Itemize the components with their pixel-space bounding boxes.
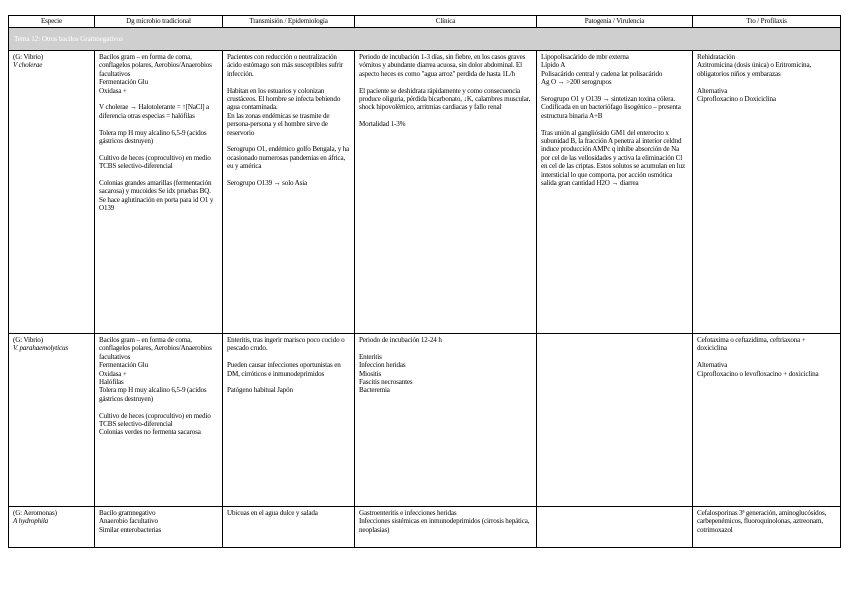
- clinical-paragraph: Gastroenteritis e infecciones heridas Infecciones sistémicas en inmunodeprimidos (cirrosis hepática, neoplasias): [359, 509, 530, 534]
- transmission-cell: [223, 51, 355, 334]
- pathogenesis-paragraph: Tras unión al gangliósido GM1 del enterocito x subunidad B, la fracción A penetra al interior celdnd induce producción AMPc q inhibe absorción de Na por cel de las vellosidades y activa la eliminación Cl en cel de las criptas. Estos solutos se acumulan en luz intersticial lo que comporta, por acción osmótica salida gran cantidad H2O → diarrea: [541, 128, 686, 188]
- clinical-paragraph: El paciente se deshidrata rápidamente y como consecuencia produce oliguria, pérdida bicarbonato, ↓K, calambres muscular, shock hipovolémico, arritmias cardiacas y fallo renal: [359, 86, 531, 112]
- treatment-cell: [693, 334, 841, 507]
- pathogenesis-cell: [537, 334, 693, 507]
- diagnosis-paragraph: Bacilo gramnegativo Anaerobio facultativo Similar enterobacterias: [99, 509, 162, 534]
- species-cell: [9, 51, 95, 334]
- header-tratamiento: Tto / Profilaxis: [693, 16, 841, 28]
- header-row: [9, 16, 841, 28]
- transmission-paragraph: Ubicuas en el agua dulce y salada: [227, 509, 318, 517]
- transmission-paragraph: Patógeno habitual Japón: [227, 386, 293, 395]
- section-title: Tema 12: Otros bacilos Gramnegativos: [9, 28, 841, 51]
- clinical-cell: [355, 507, 537, 548]
- clinical-cell: [355, 51, 537, 334]
- treatment-paragraph: Cefalosporinas 3ª generación, aminoglucósidos, carbepenémicos, fluoroquinolonas, aztreonam, cotrimoxazol: [697, 509, 827, 534]
- treatment-paragraph: Rehidratación Azitromicina (dosis única) o Eritromicina, obligatorios niños y embarazas: [697, 53, 812, 78]
- transmission-paragraph: Serogrupo O1, endémico golfo Bengala, y ha ocasionado numerosas pandemias en áfrica, eu y américa: [227, 145, 350, 171]
- diagnosis-cell: [95, 507, 223, 548]
- header-transmision: Transmisión / Epidemiología: [223, 16, 355, 28]
- transmission-paragraph: Pacientes con reducción o neutralización ácido estómago son más susceptibles sufrir infección.: [227, 53, 344, 78]
- transmission-paragraph: Pueden causar infecciones oportunistas en DM, cirróticos e inmunodeprimidos: [227, 361, 341, 378]
- diagnosis-paragraph: Colonias grandes amarillas (fermentación sacarosa) y mucoides Se idx pruebas BQ. Se hace aglutinación en porta para id O1 y O139: [99, 179, 214, 213]
- header-patogenia: Patogenia / Virulencia: [537, 16, 693, 28]
- transmission-cell: [223, 507, 355, 548]
- clinical-cell: [355, 334, 537, 507]
- header-clinica: Clínica: [355, 16, 537, 28]
- table-row: [9, 334, 841, 507]
- header-diagnostico: Dg microbio tradicional: [95, 16, 223, 28]
- diagnosis-paragraph: V cholerae → Halotolerante = ↑[NaCl] a diferencia otras especias = halófilas: [99, 103, 210, 120]
- treatment-cell: [693, 51, 841, 334]
- treatment-paragraph: Alternativa Ciprofloxacino o levofloxacino + doxiciclina: [697, 361, 819, 378]
- notes-table: [8, 15, 841, 548]
- header-especie: Especie: [9, 16, 95, 28]
- genus-label: (G: Vibrio): [13, 336, 43, 344]
- species-cell: [9, 507, 95, 548]
- pathogenesis-paragraph: Serogrupo O1 y O139 → sintetizan toxina cólera. Codificada en un bacteriófago lisogénico – presenta estructura binaria A+B: [541, 95, 681, 120]
- treatment-paragraph: Alternativa Ciprofloxacino o Doxiciclina: [697, 86, 776, 104]
- diagnosis-paragraph: Cultivo de heces (coprocultivo) en medio TCBS selectivo-diferencial: [99, 153, 211, 171]
- transmission-cell: [223, 334, 355, 507]
- table-row: [9, 507, 841, 548]
- transmission-paragraph: Habitan en los estuarios y colonizan crustáceos. El hombre se infecta bebiendo agua contaminada. En las zonas endémicas se trasmite de persona-persona y el hombre sirve de reservorio: [227, 86, 341, 137]
- genus-label: (G: Aeromonas): [13, 509, 57, 517]
- diagnosis-paragraph: Bacilos gram – en forma de coma, conflagelos polares, Aerobios/Anaerobios facultativos Fermentación Glu Oxidasa + Halófilas Tolera mp H muy alcalino 6,5-9 (acidos gástricos destruyen): [99, 336, 212, 403]
- pathogenesis-cell: [537, 507, 693, 548]
- diagnosis-paragraph: Cultivo de heces (coprocultivo) en medio TCBS selectivo-diferencial Colonias verdes no fermenta sacarosa: [99, 411, 211, 437]
- genus-label: (G: Vibrio): [13, 53, 43, 61]
- pathogenesis-paragraph: Lipopolisacárido de mbr externa Lípido A Polisacárido central y cadena lat polisacárido Ag O → >200 serogrupos: [541, 53, 663, 87]
- transmission-paragraph: Enteritis, tras ingerir marisco poco cocido o pescado crudo.: [227, 336, 345, 353]
- diagnosis-paragraph: Tolera mp H muy alcalino 6,5-9 (acidos gástricos destruyen): [99, 128, 207, 146]
- species-cell: [9, 334, 95, 507]
- clinical-paragraph: Periodo de incubación 12-24 h: [359, 336, 442, 344]
- clinical-paragraph: Enteritis Infeccion heridas Miositis Fascitis necrosantes Bacteremia: [359, 352, 413, 395]
- table-row: [9, 51, 841, 334]
- diagnosis-cell: [95, 51, 223, 334]
- diagnosis-cell: [95, 334, 223, 507]
- species-name: V. parahaemolyticus: [13, 344, 68, 353]
- treatment-cell: [693, 507, 841, 548]
- clinical-paragraph: Periodo de incubación 1-3 días, sin fiebre, en los casos graves vómitos y abundante diarrea acuosa, sin dolor abdominal. El aspecto heces es como "agua arroz" perdida de hasta 1L/h: [359, 53, 526, 78]
- clinical-paragraph: Mortalidad 1-3%: [359, 120, 406, 129]
- species-name: A hydrophila: [13, 517, 49, 526]
- section-row: [9, 28, 841, 51]
- diagnosis-paragraph: Bacilos gram – en forma de coma, conflagelos polares, Aerobios/Anaerobios facultativos Fermentación Glu Oxidasa +: [99, 53, 212, 95]
- pathogenesis-cell: [537, 51, 693, 334]
- transmission-paragraph: Serogrupo O139 → solo Asia: [227, 179, 308, 188]
- species-name: V cholerae: [13, 61, 43, 70]
- treatment-paragraph: Cefotaxima o ceftazidima, ceftriaxona + doxiciclina: [697, 336, 806, 353]
